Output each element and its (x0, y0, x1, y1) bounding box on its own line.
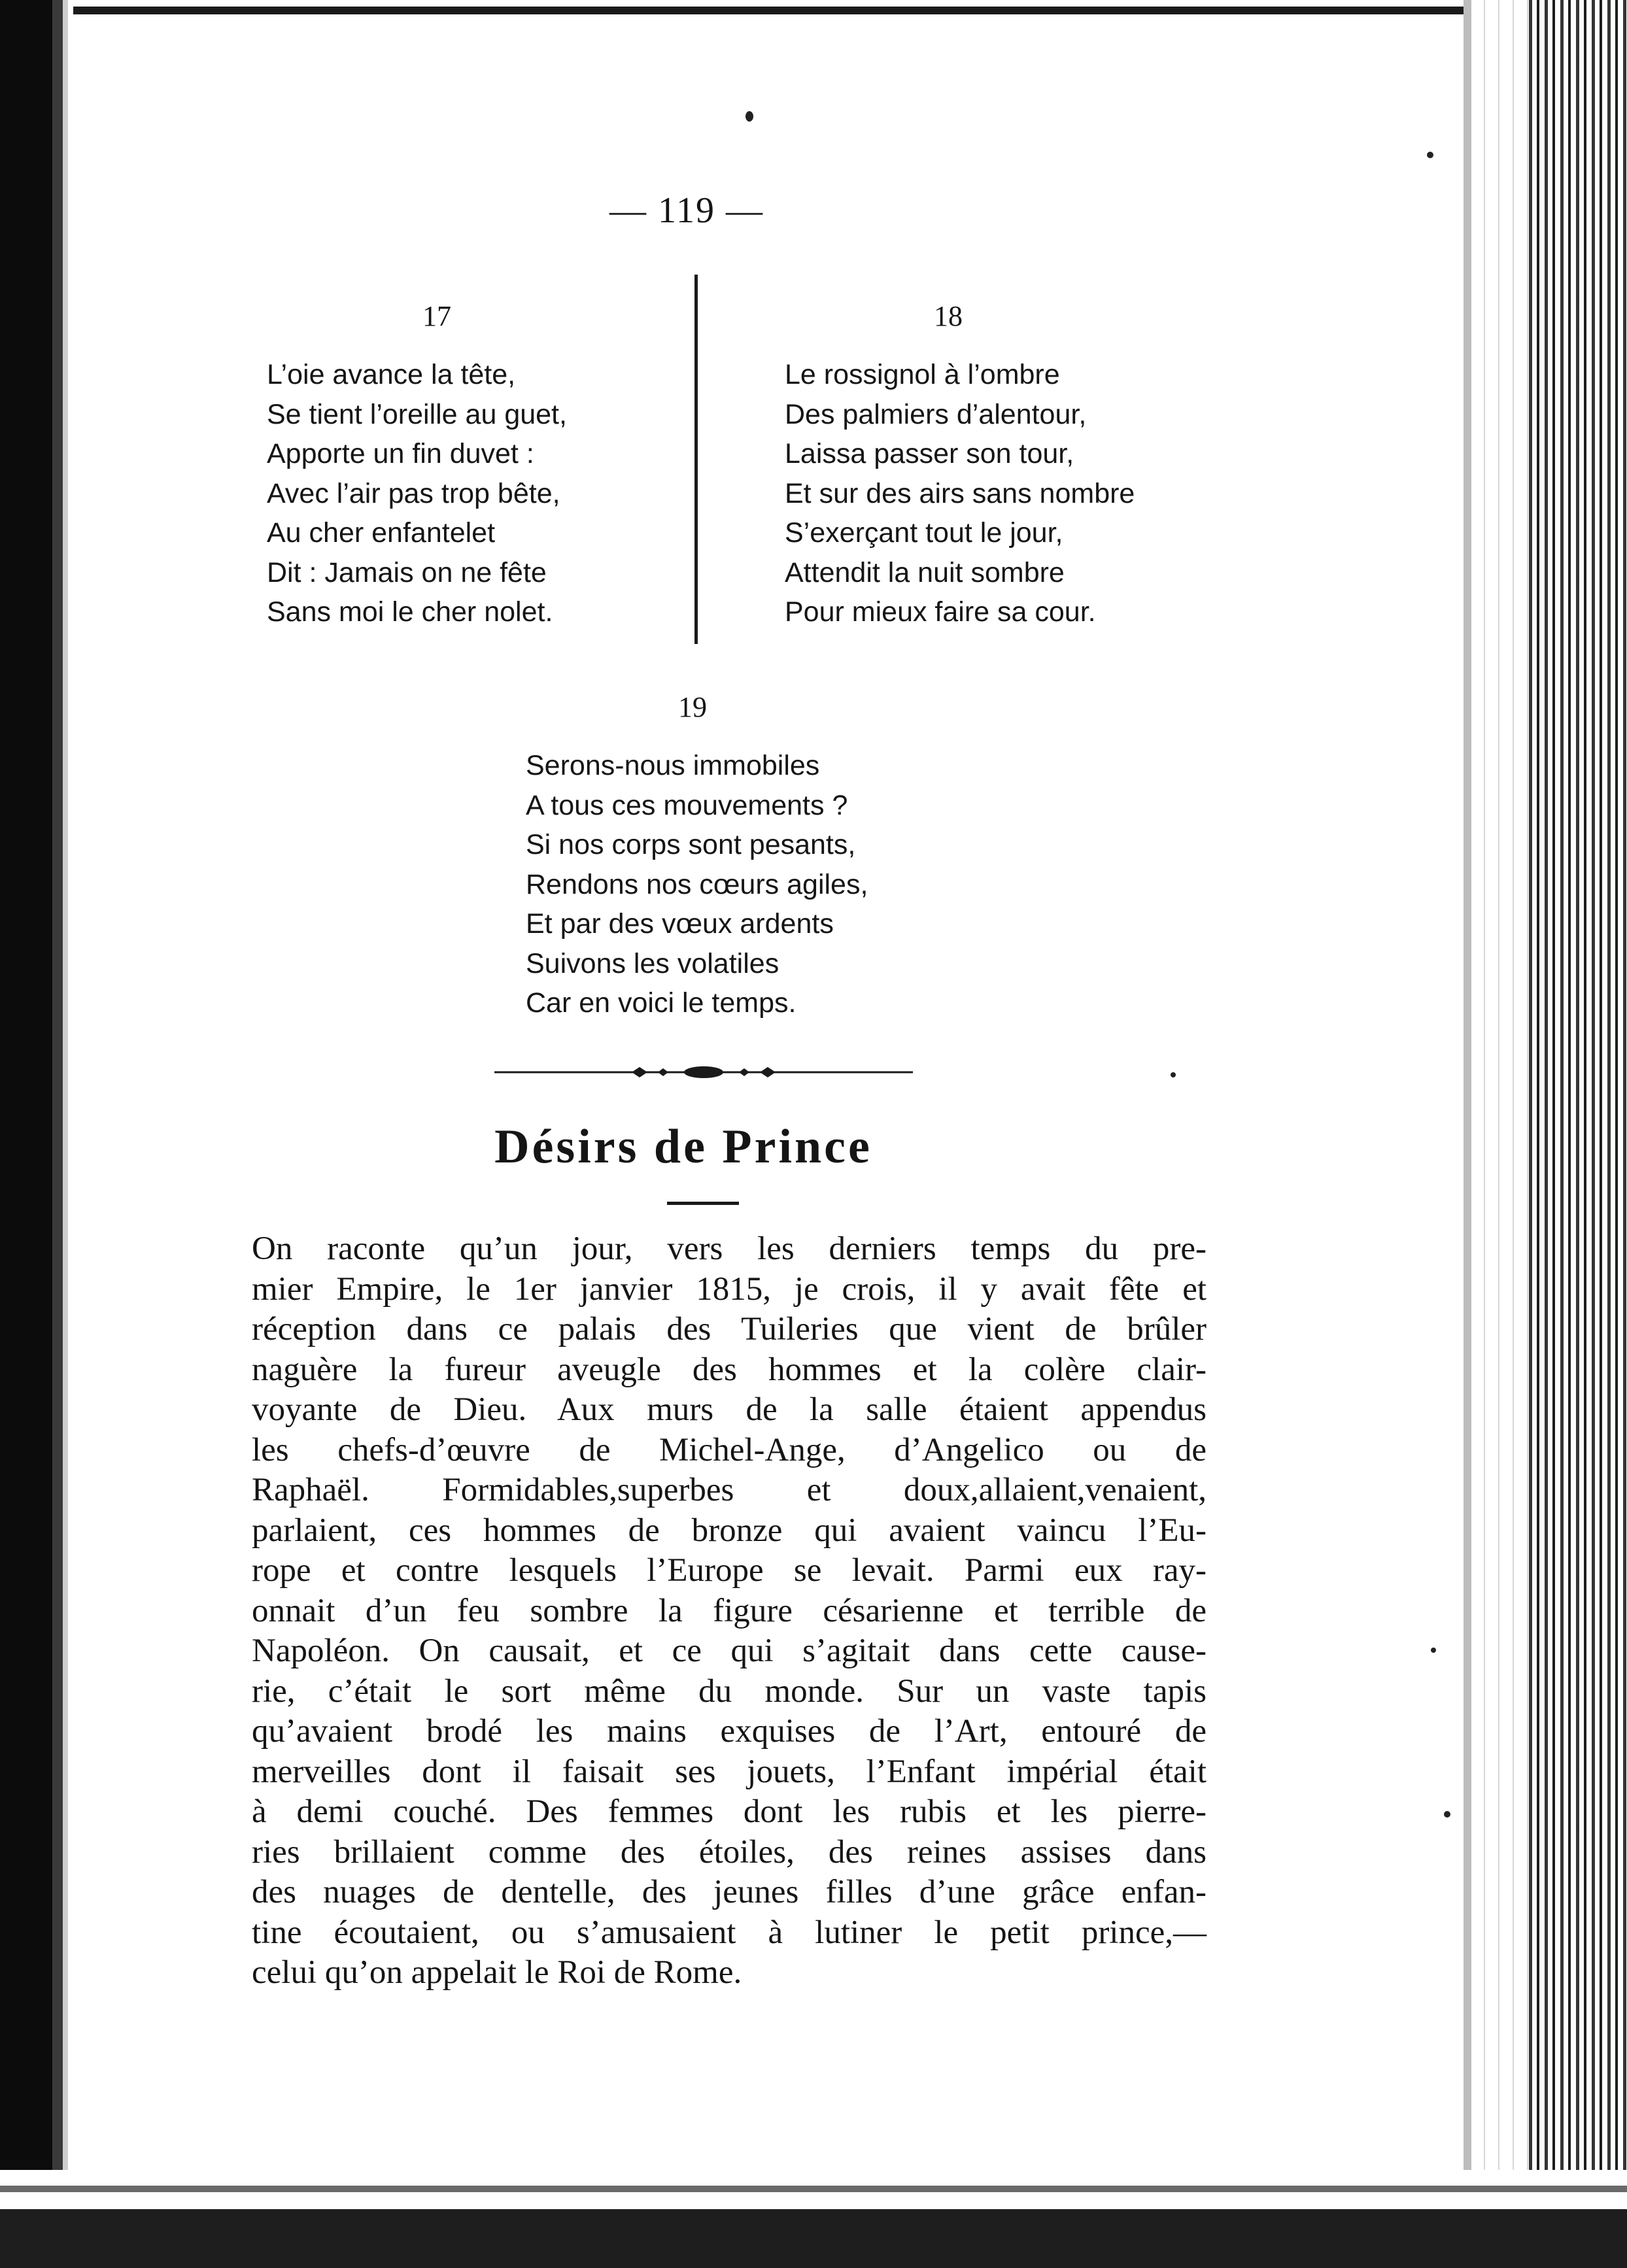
scan-edge-bottom (0, 2170, 1627, 2268)
stanza-number: 19 (678, 691, 707, 723)
verse-line: Rendons nos cœurs agiles, (526, 868, 868, 900)
text-line: Napoléon. On causait, et ce qui s’agitait dans cette cause- (252, 1633, 1207, 1669)
verse-line: Si nos corps sont pesants, (526, 829, 856, 860)
scan-speck (1171, 1072, 1176, 1077)
stanza-number: 18 (934, 300, 963, 332)
scan-speck (1431, 1648, 1436, 1653)
text-line: celui qu’on appelait le Roi de Rome. (252, 1954, 742, 1991)
text-line: ries brillaient comme des étoiles, des reines assises dans (252, 1833, 1207, 1870)
verse-line: Serons-nous immobiles (526, 750, 820, 781)
verse-line: Car en voici le temps. (526, 987, 796, 1019)
text-line: des nuages de dentelle, des jeunes filles d’une grâce enfan- (252, 1874, 1207, 1910)
text-line: rie, c’était le sort même du monde. Sur un vaste tapis (252, 1672, 1207, 1710)
verse-line: Et par des vœux ardents (526, 908, 834, 939)
text-line: tine écoutaient, ou s’amusaient à lutiner le petit prince,— (252, 1914, 1207, 1951)
section-title: Désirs de Prince (494, 1120, 872, 1174)
text-line: On raconte qu’un jour, vers les derniers temps du pre- (252, 1230, 1207, 1267)
column-divider (694, 275, 698, 644)
verse-line: Pour mieux faire sa cour. (785, 596, 1096, 628)
scan-speck (745, 111, 753, 122)
stanza-19 (526, 690, 868, 1023)
text-line: Raphaël. Formidables,superbes et doux,allaient,venaient, (252, 1472, 1207, 1508)
verse-line: Se tient l’oreille au guet, (267, 398, 567, 430)
text-line: réception dans ce palais des Tuileries que vient de brûler (252, 1311, 1207, 1347)
text-line: mier Empire, le 1er janvier 1815, je crois, il y avait fête et (252, 1270, 1207, 1308)
text-line: à demi couché. Des femmes dont les rubis et les pierre- (252, 1793, 1207, 1830)
verse-line: A tous ces mouvements ? (526, 789, 848, 821)
verse-line: Et sur des airs sans nombre (785, 477, 1135, 509)
stanza-number: 17 (422, 300, 451, 332)
title-underline-rule (667, 1202, 739, 1205)
verse-line: Attendit la nuit sombre (785, 556, 1065, 588)
text-line: rope et contre lesquels l’Europe se levait. Parmi eux ray- (252, 1552, 1207, 1589)
text-line: onnait d’un feu sombre la figure césarienne et terrible de (252, 1592, 1207, 1629)
page-number: — 119 — (609, 190, 764, 231)
verse-line: Le rossignol à l’ombre (785, 359, 1060, 390)
body-paragraph (252, 1229, 1207, 1993)
verse-line: Suivons les volatiles (526, 947, 779, 979)
text-line: les chefs-d’œuvre de Michel-Ange, d’Angelico ou de (252, 1431, 1207, 1468)
verse-line: Des palmiers d’alentour, (785, 398, 1087, 430)
verse-line: Apporte un fin duvet : (267, 438, 534, 469)
scan-page-stack-edge-right (1464, 0, 1627, 2268)
text-line: voyante de Dieu. Aux murs de la salle étaient appendus (252, 1391, 1207, 1428)
text-line: qu’avaient brodé les mains exquises de l’Art, entouré de (252, 1713, 1207, 1750)
verse-line: Au cher enfantelet (267, 517, 496, 549)
verse-line: Avec l’air pas trop bête, (267, 477, 560, 509)
verse-line: L’oie avance la tête, (267, 359, 516, 390)
text-line: naguère la fureur aveugle des hommes et la colère clair- (252, 1351, 1207, 1388)
section-divider-ornament (494, 1064, 913, 1080)
stanza-18 (785, 299, 1135, 632)
text-line: parlaient, ces hommes de bronze qui avaient vaincu l’Eu- (252, 1512, 1207, 1549)
text-line: merveilles dont il faisait ses jouets, l’Enfant impérial était (252, 1753, 1207, 1790)
scan-edge-top (73, 0, 1627, 17)
scan-speck (1427, 152, 1433, 158)
verse-line: Dit : Jamais on ne fête (267, 556, 547, 588)
verse-line: S’exerçant tout le jour, (785, 517, 1063, 549)
stanza-17 (267, 299, 567, 632)
verse-line: Laissa passer son tour, (785, 438, 1074, 469)
scan-speck (1444, 1811, 1450, 1818)
verse-line: Sans moi le cher nolet. (267, 596, 553, 628)
